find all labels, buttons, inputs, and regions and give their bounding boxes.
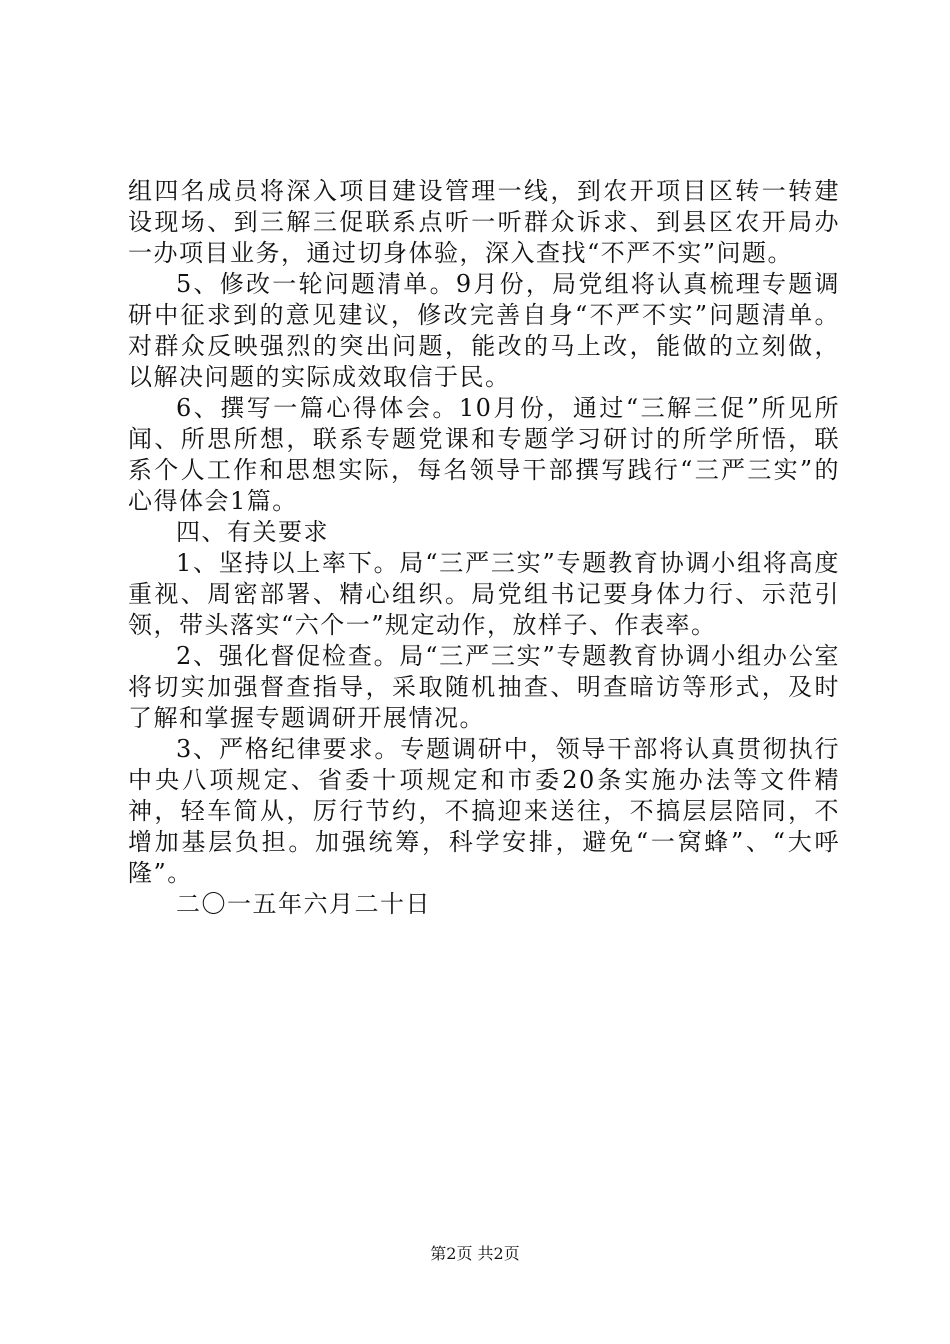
paragraph-requirement-1: 1、坚持以上率下。局“三严三实”专题教育协调小组将高度重视、周密部署、精心组织。局党组书记要身体力行、示范引领，带头落实“六个一”规定动作，放样子、作表率。 xyxy=(128,549,840,639)
page-footer xyxy=(0,1244,950,1264)
document-body xyxy=(128,176,840,920)
paragraph-requirement-3: 3、严格纪律要求。专题调研中，领导干部将认真贯彻执行中央八项规定、省委十项规定和市委20条实施办法等文件精神，轻车简从，厉行节约，不搞迎来送往，不搞层层陪同，不增加基层负担。加强统筹，科学安排，避免“一窝蜂”、“大呼隆”。 xyxy=(128,735,840,887)
section-heading-requirements: 四、有关要求 xyxy=(176,518,329,546)
page-number-label: 第2页 共2页 xyxy=(430,1244,520,1263)
paragraph-item-5: 5、修改一轮问题清单。9月份，局党组将认真梳理专题调研中征求到的意见建议，修改完善自身“不严不实”问题清单。对群众反映强烈的突出问题，能改的马上改，能做的立刻做，以解决问题的实际成效取信于民。 xyxy=(128,270,840,391)
paragraph-item-6: 6、撰写一篇心得体会。10月份，通过“三解三促”所见所闻、所思所想，联系专题党课和专题学习研讨的所学所悟，联系个人工作和思想实际，每名领导干部撰写践行“三严三实”的心得体会1篇。 xyxy=(128,394,840,515)
paragraph-requirement-2: 2、强化督促检查。局“三严三实”专题教育协调小组办公室将切实加强督查指导，采取随机抽查、明查暗访等形式，及时了解和掌握专题调研开展情况。 xyxy=(128,642,840,732)
document-date: 二〇一五年六月二十日 xyxy=(176,890,431,918)
paragraph-continuation: 组四名成员将深入项目建设管理一线，到农开项目区转一转建设现场、到三解三促联系点听一听群众诉求、到县区农开局办一办项目业务，通过切身体验，深入查找“不严不实”问题。 xyxy=(128,177,840,267)
